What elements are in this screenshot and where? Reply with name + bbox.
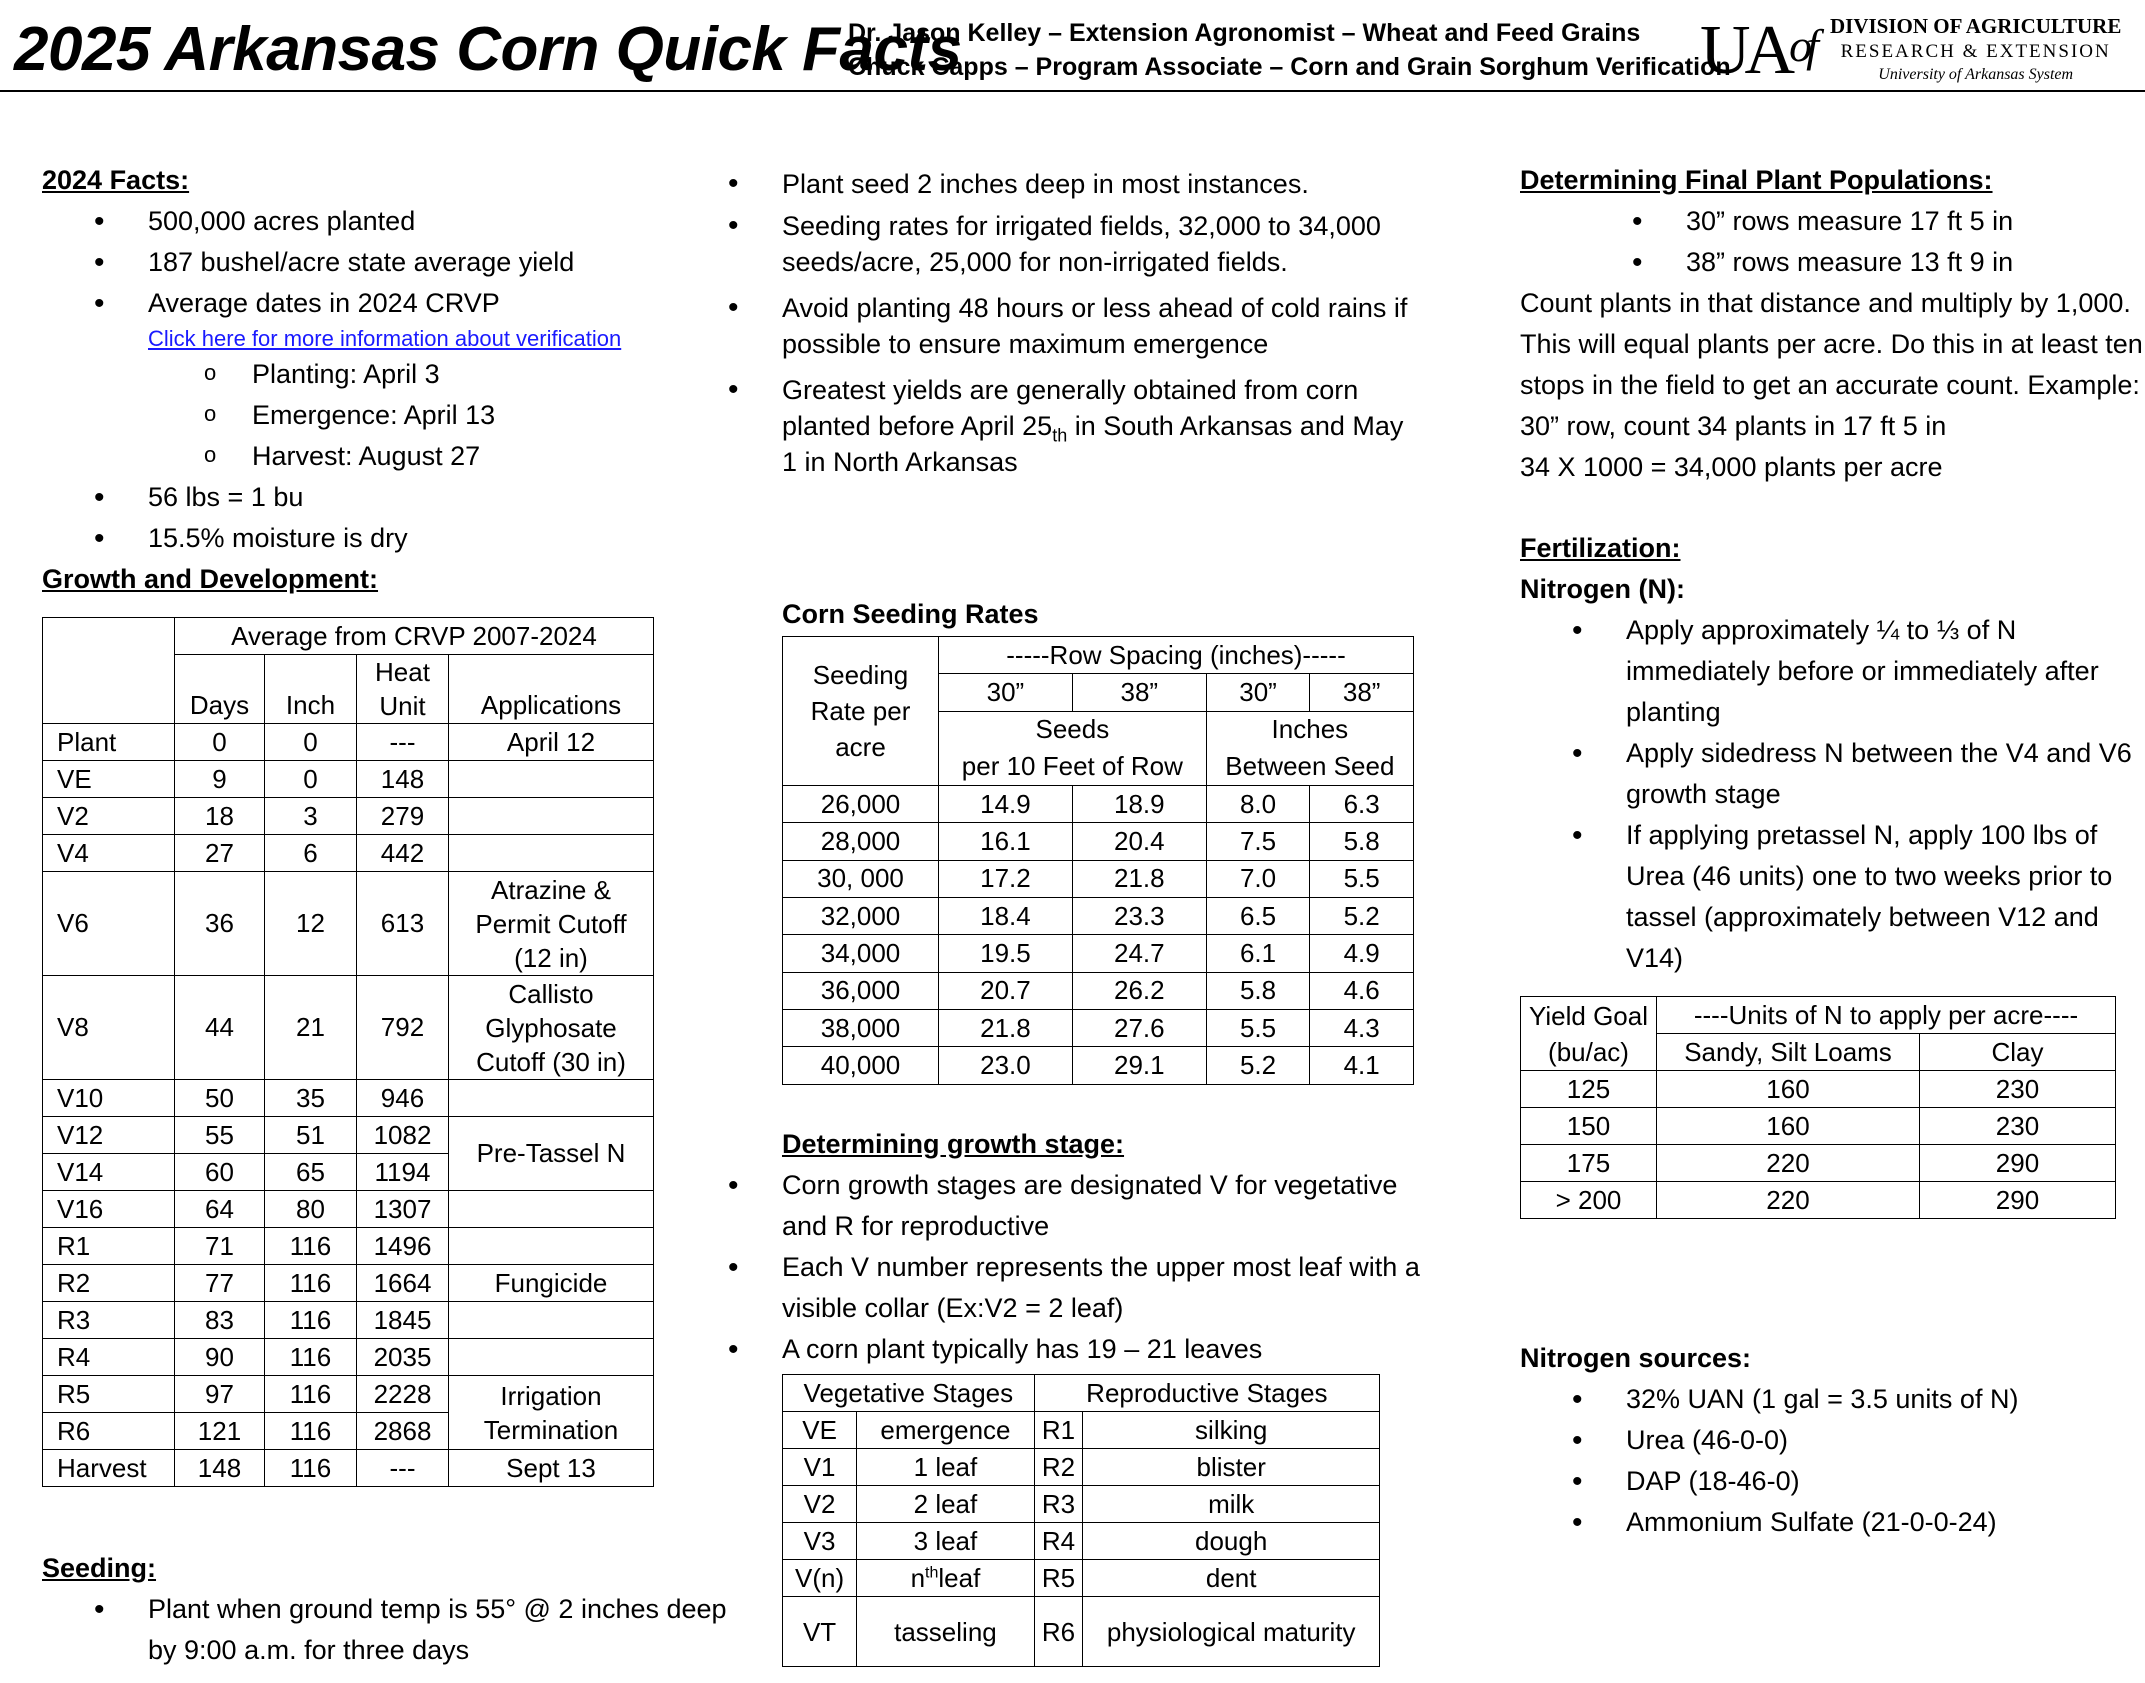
stage-list [676, 1165, 1422, 1370]
table-cell: 9 [175, 761, 265, 798]
table-cell: 116 [265, 1450, 357, 1487]
table-cell: 4.3 [1310, 1009, 1414, 1046]
table-cell: 40,000 [783, 1047, 939, 1084]
facts-list [42, 201, 732, 324]
table-cell: 0 [265, 724, 357, 761]
table-cell: 71 [175, 1228, 265, 1265]
table-cell: 175 [1521, 1145, 1657, 1182]
table-cell: R6 [43, 1413, 175, 1450]
sources-list [1520, 1379, 2140, 1543]
table-cell: 36 [175, 872, 265, 976]
table-cell: R1 [43, 1228, 175, 1265]
table-cell [449, 835, 654, 872]
table-cell: 4.1 [1310, 1047, 1414, 1084]
list-item: • Corn growth stages are designated V for vegetative and R for reproductive [676, 1165, 1422, 1247]
sources-section [1520, 1338, 2140, 1543]
table-cell: 5.8 [1206, 972, 1310, 1009]
list-item: o Planting: April 3 [252, 354, 732, 395]
table-row [783, 935, 1414, 972]
logo-mark: UAof [1700, 12, 1813, 89]
rate-label: Seeding Rate per acre [783, 637, 939, 786]
table-cell: 1 leaf [857, 1449, 1035, 1486]
seeding-heading: Seeding: [42, 1553, 157, 1583]
table-row [43, 976, 654, 1080]
table-cell: 21.8 [939, 1009, 1073, 1046]
table-cell [449, 1191, 654, 1228]
table-cell: 51 [265, 1117, 357, 1154]
table-cell: 1664 [357, 1265, 449, 1302]
table-row [43, 1376, 654, 1413]
list-item: o Emergence: April 13 [252, 395, 732, 436]
table-row [43, 798, 654, 835]
table-row [783, 898, 1414, 935]
table-cell: R2 [1034, 1449, 1083, 1486]
table-row [783, 1412, 1380, 1449]
table-cell: 6.1 [1206, 935, 1310, 972]
table-cell: R4 [43, 1339, 175, 1376]
list-item: • Urea (46-0-0) [1520, 1420, 2140, 1461]
rep-header: Reproductive Stages [1034, 1375, 1379, 1412]
table-cell: 44 [175, 976, 265, 1080]
table-cell: 27 [175, 835, 265, 872]
table-cell: 18.9 [1072, 786, 1206, 823]
column-right [1520, 160, 2143, 979]
column-left [42, 160, 732, 600]
table-cell: 4.9 [1310, 935, 1414, 972]
table-row [43, 1080, 654, 1117]
table-cell: 116 [265, 1413, 357, 1450]
table-cell: 1496 [357, 1228, 449, 1265]
table-row [783, 823, 1414, 860]
col-days: Days [175, 655, 265, 724]
list-item: • Ammonium Sulfate (21-0-0-24) [1520, 1502, 2140, 1543]
table-cell: 2868 [357, 1413, 449, 1450]
table-cell: 55 [175, 1117, 265, 1154]
table-cell: 1307 [357, 1191, 449, 1228]
table-cell: 6.3 [1310, 786, 1414, 823]
table-cell: Plant [43, 724, 175, 761]
table-cell [449, 1339, 654, 1376]
table-cell: 116 [265, 1228, 357, 1265]
table-cell: 0 [265, 761, 357, 798]
table-cell: 3 leaf [857, 1523, 1035, 1560]
table-cell: 29.1 [1072, 1047, 1206, 1084]
table-cell: 21 [265, 976, 357, 1080]
table-row [783, 1523, 1380, 1560]
table-cell: blister [1083, 1449, 1380, 1486]
table-row [43, 1265, 654, 1302]
table-cell: 35 [265, 1080, 357, 1117]
table-cell: 97 [175, 1376, 265, 1413]
fertilization-heading: Fertilization: [1520, 533, 1681, 563]
table-cell: V2 [43, 798, 175, 835]
list-item: • 32% UAN (1 gal = 3.5 units of N) [1520, 1379, 2140, 1420]
table-cell: 230 [1920, 1071, 2116, 1108]
table-cell: 290 [1920, 1145, 2116, 1182]
table-cell: V8 [43, 976, 175, 1080]
verification-link[interactable]: Click here for more information about verification [148, 326, 622, 351]
table-cell: Callisto Glyphosate Cutoff (30 in) [449, 976, 654, 1080]
list-item: • Apply approximately ¼ to ⅓ of N immediately before or immediately after planting [1520, 610, 2140, 733]
table-cell: 18.4 [939, 898, 1073, 935]
table-cell: Sept 13 [449, 1450, 654, 1487]
table-cell: R6 [1034, 1597, 1083, 1667]
list-item: • Seeding rates for irrigated fields, 32,000 to 34,000 seeds/acre, 25,000 for non-irrigated fields. [676, 208, 1422, 280]
table-cell: 12 [265, 872, 357, 976]
table-row [43, 1339, 654, 1376]
table-cell: 18 [175, 798, 265, 835]
table-row [1521, 1071, 2116, 1108]
veg-header: Vegetative Stages [783, 1375, 1035, 1412]
table-cell: 77 [175, 1265, 265, 1302]
growth-stage-table [782, 1374, 1380, 1667]
table-cell: R1 [1034, 1412, 1083, 1449]
table-cell: V16 [43, 1191, 175, 1228]
table-cell: Atrazine & Permit Cutoff (12 in) [449, 872, 654, 976]
facts-heading: 2024 Facts: [42, 165, 190, 195]
author-kelley: Dr. Jason Kelley – Extension Agronomist – Wheat and Feed Grains [848, 19, 1641, 47]
col-sandy: Sandy, Silt Loams [1657, 1034, 1920, 1071]
table-row [43, 1450, 654, 1487]
yield-goal-label: Yield Goal (bu/ac) [1521, 997, 1657, 1071]
table-cell: 34,000 [783, 935, 939, 972]
table-cell [449, 1302, 654, 1339]
table-cell [449, 798, 654, 835]
table-cell: Harvest [43, 1450, 175, 1487]
table-row [783, 972, 1414, 1009]
table-cell: --- [357, 1450, 449, 1487]
table-cell: emergence [857, 1412, 1035, 1449]
table-cell: 116 [265, 1376, 357, 1413]
table-cell: dent [1083, 1560, 1380, 1597]
table-row [43, 761, 654, 798]
list-item: • Plant seed 2 inches deep in most instances. [676, 166, 1422, 202]
table-row [783, 786, 1414, 823]
table-cell: 792 [357, 976, 449, 1080]
table-cell: 14.9 [939, 786, 1073, 823]
stage-heading: Determining growth stage: [782, 1129, 1125, 1159]
table-cell: physiological maturity [1083, 1597, 1380, 1667]
table-cell: R5 [43, 1376, 175, 1413]
table-cell: 26,000 [783, 786, 939, 823]
facts-list-2 [42, 477, 732, 559]
population-heading: Determining Final Plant Populations: [1520, 165, 1993, 195]
table-cell: 30, 000 [783, 860, 939, 897]
table-cell: Fungicide [449, 1265, 654, 1302]
table-cell: 6 [265, 835, 357, 872]
table-cell: 23.0 [939, 1047, 1073, 1084]
table-cell: 160 [1657, 1108, 1920, 1145]
table-cell: 150 [1521, 1108, 1657, 1145]
table-cell: 2228 [357, 1376, 449, 1413]
table-row [783, 860, 1414, 897]
table-cell: 148 [175, 1450, 265, 1487]
table-cell: 220 [1657, 1182, 1920, 1219]
table-cell: > 200 [1521, 1182, 1657, 1219]
table-cell: 0 [175, 724, 265, 761]
table-cell [449, 1080, 654, 1117]
table-cell: V2 [783, 1486, 857, 1523]
table-cell: 6.5 [1206, 898, 1310, 935]
table-row [783, 1009, 1414, 1046]
table-cell: $n^{th}leaf$ [857, 1560, 1035, 1597]
table-row [783, 1449, 1380, 1486]
table-cell: tasseling [857, 1597, 1035, 1667]
table-cell: 116 [265, 1339, 357, 1376]
list-item: • A corn plant typically has 19 – 21 leaves [676, 1329, 1422, 1370]
table-cell: 5.2 [1206, 1047, 1310, 1084]
list-item: • Plant when ground temp is 55° @ 2 inches deep by 9:00 a.m. for three days [42, 1589, 732, 1671]
table-cell: 21.8 [1072, 860, 1206, 897]
table-cell: 16.1 [939, 823, 1073, 860]
table-cell: Pre-Tassel N [449, 1117, 654, 1191]
table-row [43, 835, 654, 872]
table-cell: 23.3 [1072, 898, 1206, 935]
seed-rates-heading: Corn Seeding Rates [782, 599, 1039, 629]
table-cell: 5.8 [1310, 823, 1414, 860]
list-item: • 500,000 acres planted [42, 201, 732, 242]
growth-group-header: Average from CRVP 2007-2024 [175, 618, 654, 655]
page-header [0, 0, 2145, 92]
table-cell: 230 [1920, 1108, 2116, 1145]
population-text: Count plants in that distance and multiply by 1,000. This will equal plants per acre. Do this in at least ten stops in the field to get an accurate count. Example: 30” row, count 34 plants in 17 ft 5 in [1520, 288, 2143, 441]
table-row [783, 1047, 1414, 1084]
table-cell: V3 [783, 1523, 857, 1560]
table-row [43, 1191, 654, 1228]
table-cell: 2 leaf [857, 1486, 1035, 1523]
list-item: • Greatest yields are generally obtained from corn planted before April $25_{th}$ in South Arkansas and May 1 in North Arkansas [676, 372, 1422, 480]
table-cell: 20.4 [1072, 823, 1206, 860]
table-cell: 20.7 [939, 972, 1073, 1009]
sources-heading: Nitrogen sources: [1520, 1343, 1752, 1373]
logo-text: DIVISION OF AGRICULTURE RESEARCH & EXTENSION University of Arkansas System [1830, 14, 2122, 83]
table-cell: 38,000 [783, 1009, 939, 1046]
table-cell: April 12 [449, 724, 654, 761]
table-cell: 5.2 [1310, 898, 1414, 935]
list-item: • 187 bushel/acre state average yield [42, 242, 732, 283]
table-cell: VT [783, 1597, 857, 1667]
table-cell: V6 [43, 872, 175, 976]
table-cell: 7.5 [1206, 823, 1310, 860]
list-item: • DAP (18-46-0) [1520, 1461, 2140, 1502]
table-cell: 4.6 [1310, 972, 1414, 1009]
author-capps: Chuck Capps – Program Associate – Corn and Grain Sorghum Verification [848, 53, 1731, 81]
list-item: • 30” rows measure 17 ft 5 in [1580, 201, 2140, 242]
table-cell: R2 [43, 1265, 175, 1302]
table-cell: 1194 [357, 1154, 449, 1191]
table-row [43, 1117, 654, 1154]
table-cell: R3 [43, 1302, 175, 1339]
table-cell: 19.5 [939, 935, 1073, 972]
table-row [1521, 1108, 2116, 1145]
list-item: • Apply sidedress N between the V4 and V6 growth stage [1520, 733, 2140, 815]
table-cell: 279 [357, 798, 449, 835]
table-row [1521, 1145, 2116, 1182]
table-cell: 8.0 [1206, 786, 1310, 823]
table-row [43, 724, 654, 761]
table-cell: VE [43, 761, 175, 798]
table-cell: 121 [175, 1413, 265, 1450]
list-item: • 56 lbs = 1 bu [42, 477, 732, 518]
table-row [783, 1560, 1380, 1597]
table-cell: 946 [357, 1080, 449, 1117]
table-cell: 1082 [357, 1117, 449, 1154]
table-cell: milk [1083, 1486, 1380, 1523]
population-example: 34 X 1000 = 34,000 plants per acre [1520, 452, 1943, 482]
table-cell: 7.0 [1206, 860, 1310, 897]
table-cell: V4 [43, 835, 175, 872]
table-cell: V1 [783, 1449, 857, 1486]
nitrogen-heading: Nitrogen (N): [1520, 574, 1685, 604]
col-applications: Applications [449, 655, 654, 724]
table-cell: silking [1083, 1412, 1380, 1449]
table-cell: 125 [1521, 1071, 1657, 1108]
table-cell: 83 [175, 1302, 265, 1339]
table-cell: --- [357, 724, 449, 761]
table-cell: dough [1083, 1523, 1380, 1560]
table-cell: 116 [265, 1265, 357, 1302]
stage-section [782, 1124, 1422, 1370]
seed-rates-heading-box [782, 594, 1422, 635]
row-spacing-header: -----Row Spacing (inches)----- [939, 637, 1414, 674]
table-cell: R5 [1034, 1560, 1083, 1597]
column-middle [782, 166, 1422, 490]
list-item: • 38” rows measure 13 ft 9 in [1580, 242, 2140, 283]
table-cell: 1845 [357, 1302, 449, 1339]
table-row [783, 1486, 1380, 1523]
table-cell: 3 [265, 798, 357, 835]
uada-logo [1700, 10, 2130, 88]
table-cell: 116 [265, 1302, 357, 1339]
table-cell: 32,000 [783, 898, 939, 935]
list-item: o Harvest: August 27 [252, 436, 732, 477]
table-cell: 24.7 [1072, 935, 1206, 972]
table-cell: R3 [1034, 1486, 1083, 1523]
table-cell: 90 [175, 1339, 265, 1376]
table-cell: 442 [357, 835, 449, 872]
growth-table [42, 617, 654, 1487]
table-cell: 28,000 [783, 823, 939, 860]
growth-heading: Growth and Development: [42, 564, 379, 594]
authors [848, 16, 1731, 84]
page-title: 2025 Arkansas Corn Quick Facts [14, 15, 962, 84]
seeding-rate-table: Seeding Rate per acre -----Row Spacing (inches)----- 30” 38” 30” 38” Seeds Inches per 10 Feet of Row Between Seed 26,000 14.9 18.9 8.0 6.3 28,000 16.1 20.4 7.5 5.8 30, 000 17.2 21.8 7.0 5.5 32,000 18.4 23.3 6.5 5.2 34,000 19.5 24.7 6.1 4.9 36,000 20.7 26.2 5.8 4.6 38,000 21.8 27.6 5.5 4.3 40,000 23.0 29.1 5.2 4.1 [782, 636, 1414, 1085]
nitrogen-table [1520, 996, 2116, 1219]
list-item: • Each V number represents the upper most leaf with a visible collar (Ex:V2 = 2 leaf) [676, 1247, 1422, 1329]
table-cell: 26.2 [1072, 972, 1206, 1009]
table-cell: R4 [1034, 1523, 1083, 1560]
table-cell: V14 [43, 1154, 175, 1191]
table-cell: 2035 [357, 1339, 449, 1376]
list-item: • 15.5% moisture is dry [42, 518, 732, 559]
table-cell: 160 [1657, 1071, 1920, 1108]
col-clay: Clay [1920, 1034, 2116, 1071]
table-cell: 60 [175, 1154, 265, 1191]
list-item: • Average dates in 2024 CRVP [42, 283, 732, 324]
table-cell: 80 [265, 1191, 357, 1228]
units-header: ----Units of N to apply per acre---- [1657, 997, 2116, 1034]
table-cell: 64 [175, 1191, 265, 1228]
table-row [783, 1597, 1380, 1667]
table-cell: 220 [1657, 1145, 1920, 1182]
table-cell: 50 [175, 1080, 265, 1117]
col-inch: Inch [265, 655, 357, 724]
table-row [43, 1302, 654, 1339]
table-cell: V12 [43, 1117, 175, 1154]
table-cell: V(n) [783, 1560, 857, 1597]
col-heat: Heat Unit [357, 655, 449, 724]
table-cell: 290 [1920, 1182, 2116, 1219]
table-row [1521, 1182, 2116, 1219]
seeding-section [42, 1548, 732, 1671]
table-cell: 36,000 [783, 972, 939, 1009]
table-cell: 5.5 [1310, 860, 1414, 897]
table-cell [449, 761, 654, 798]
table-cell: 27.6 [1072, 1009, 1206, 1046]
table-cell [449, 1228, 654, 1265]
table-cell: VE [783, 1412, 857, 1449]
table-cell: V10 [43, 1080, 175, 1117]
table-row [43, 1228, 654, 1265]
seeding-list [676, 166, 1422, 480]
table-cell: 65 [265, 1154, 357, 1191]
dates-list [42, 354, 732, 477]
list-item: • Avoid planting 48 hours or less ahead of cold rains if possible to ensure maximum emergence [676, 290, 1422, 362]
table-cell: 17.2 [939, 860, 1073, 897]
table-cell: Irrigation Termination [449, 1376, 654, 1450]
table-cell: 5.5 [1206, 1009, 1310, 1046]
table-row [43, 872, 654, 976]
table-cell: 148 [357, 761, 449, 798]
list-item: • If applying pretassel N, apply 100 lbs of Urea (46 units) one to two weeks prior to tassel (approximately between V12 and V14) [1520, 815, 2140, 979]
table-cell: 613 [357, 872, 449, 976]
